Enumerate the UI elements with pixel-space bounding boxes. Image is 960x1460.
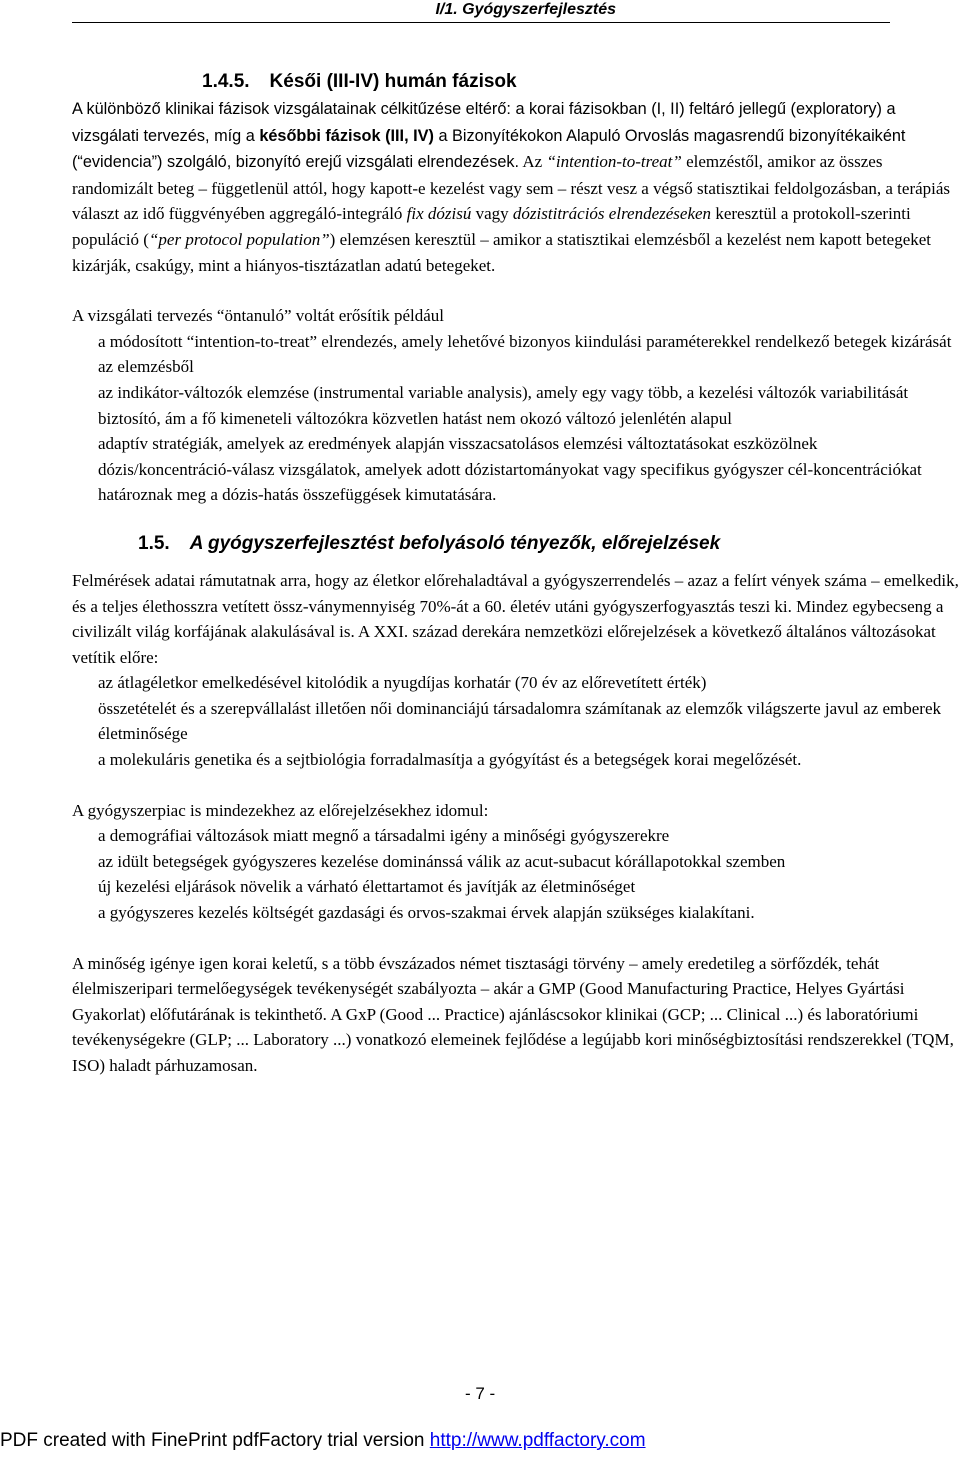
forecast-list (72, 670, 960, 772)
text-run: elemzéstől, amikor az összes randomizált beteg – függetlenül attól, hogy kapott-e kezelést vagy sem – részt vesz a végső statisztikai feldolgozásban, a terápiás választ az idő függvényében aggregáló-integráló (72, 152, 951, 224)
list-item: az átlagéletkor emelkedésével kitolódik a nyugdíjas korhatár (70 év az előrevetített érték) (98, 673, 707, 693)
spacer (72, 558, 960, 568)
list-item: az indikátor-változók elemzése (instrumental variable analysis), amely egy vagy több, a kezelési változók variabilitását biztosító, ám a fő kimeneteli változókra közvetlen hatást nem okozó változó jelenlétén alapul (98, 382, 909, 428)
italic-run: “per protocol population” (148, 229, 330, 249)
list-item: a gyógyszeres kezelés költségét gazdasági és orvos-szakmai érvek alapján szükséges kialakítani. (98, 903, 755, 923)
list-item: a módosított “intention-to-treat” elrendezés, amely lehetővé bizonyos kiindulási paraméterekkel rendelkező betegek kizárását az elemzésből (98, 331, 952, 377)
paragraph-quality: A minőség igénye igen korai keletű, s a több évszázados német tisztasági törvény – amely eredetileg a sörfőzdék, tehát élelmiszeripari termelőegységek tevékenységét szabályozta – akár a GMP (Good Manufacturing Practice, Helyes Gyártási Gyakorlat) előfutárának is tekinthető. A GxP (Good ... Practice) ajánláscsokor klinikai (GCP; ... Clinical ...) és laboratóriumi tevékenységekre (GLP; ... Laboratory ...) vonatkozó elemeinek fejlődése a legújabb kori minőségbiztosítási rendszerekkel (TQM, ISO) haladt párhuzamosan. (72, 953, 954, 1075)
pdf-footer (0, 1430, 646, 1452)
paragraph-design-intro: A vizsgálati tervezés “öntanuló” voltát erősítik például (72, 306, 444, 326)
running-header: I/1. Gyógyszerfejlesztés (435, 1, 616, 18)
text-run: ) elemzésen keresztül – amikor a statisztikai elemzésből a kezelést nem kapott betegeket kizárják, csakúgy, mint a hiányos-tisztázatlan adatú betegeket. (72, 229, 932, 275)
section-number: 1.4.5. (202, 71, 250, 92)
paragraph-phases (72, 96, 960, 278)
spacer (72, 773, 960, 798)
section-title: Késői (III-IV) humán fázisok (269, 71, 517, 92)
page-number: - 7 - (465, 1384, 496, 1403)
italic-run: fix dózisú (406, 204, 472, 224)
section-number: 1.5. (138, 532, 170, 554)
bold-run: későbbi fázisok (III, IV) (259, 126, 434, 145)
text-run: vagy (471, 204, 513, 224)
section-title: A gyógyszerfejlesztést befolyásoló tényezők, előrejelzések (189, 532, 721, 554)
page-content (72, 60, 960, 1079)
spacer (72, 508, 960, 530)
list-item: a molekuláris genetika és a sejtbiológia forradalmasítja a gyógyítást és a betegségek korai megelőzését. (98, 750, 802, 770)
design-list (72, 329, 960, 508)
spacer (72, 278, 960, 303)
text-run: a Bizonyítékokon Alapuló Orvoslás magasrendű bizonyítékaiként (“evidencia”) szolgáló, bizonyító erejű vizsgálati elrendezések. (72, 126, 906, 172)
section-heading-1-5 (72, 530, 960, 558)
list-item: adaptív stratégiák, amelyek az eredmények alapján visszacsatolásos elemzési változtatásokat eszközölnek (98, 434, 818, 454)
market-list (72, 823, 960, 925)
pdf-footer-text: PDF created with FinePrint pdfFactory trial version (0, 1430, 430, 1451)
list-item: a demográfiai változások miatt megnő a társadalmi igény a minőségi gyógyszerekre (98, 826, 670, 846)
text-run: keresztül a protokoll-szerinti populáció ( (72, 204, 911, 249)
text-run: A különböző klinikai fázisok vizsgálatainak célkitűzése eltérő: a korai fázisokban (I, II) feltáró jellegű (exploratory) a vizsgálati tervezés, míg a (72, 100, 896, 145)
pdffactory-link[interactable]: http://www.pdffactory.com (429, 1430, 646, 1451)
list-item: összetételét és a szerepvállalást illetően női dominanciájú társadalomra számítanak az elemzők világszerte javul az emberek életminősége (98, 698, 942, 744)
header-rule (72, 22, 890, 23)
paragraph-market: A gyógyszerpiac is mindezekhez az előrejelzésekhez idomul: (72, 800, 489, 820)
list-item: az idült betegségek gyógyszeres kezelése dominánssá válik az acut-subacut kórállapotokkal szemben (98, 851, 786, 871)
list-item: új kezelési eljárások növelik a várható élettartamot és javítják az életminőséget (98, 877, 636, 897)
list-item: dózis/koncentráció-válasz vizsgálatok, amelyek adott dózistartományokat vagy specifikus gyógyszer cél-koncentrációkat határoznak meg a dózis-hatás összefüggések kimutatására. (98, 459, 922, 505)
italic-run: dózistitrációs elrendezéseken (512, 204, 712, 224)
spacer (72, 926, 960, 951)
section-heading-1-4-5 (72, 68, 960, 96)
paragraph-surveys: Felmérések adatai rámutatnak arra, hogy az életkor előrehaladtával a gyógyszerrendelés – azaz a felírt vények száma – emelkedik, és a teljes élethosszra vetített össz-ványmennyiség 70%-át a 60. életév utáni gyógyszerfogyasztás teszi ki. Mindez egybecseng a civilizált világ korfájának alakulásával is. A XXI. század derekára nemzetközi előrejelzések a következő általános változásokat vetítik előre: (72, 570, 959, 667)
text-run: Az (519, 152, 547, 172)
italic-run: “intention-to-treat” (546, 152, 682, 172)
